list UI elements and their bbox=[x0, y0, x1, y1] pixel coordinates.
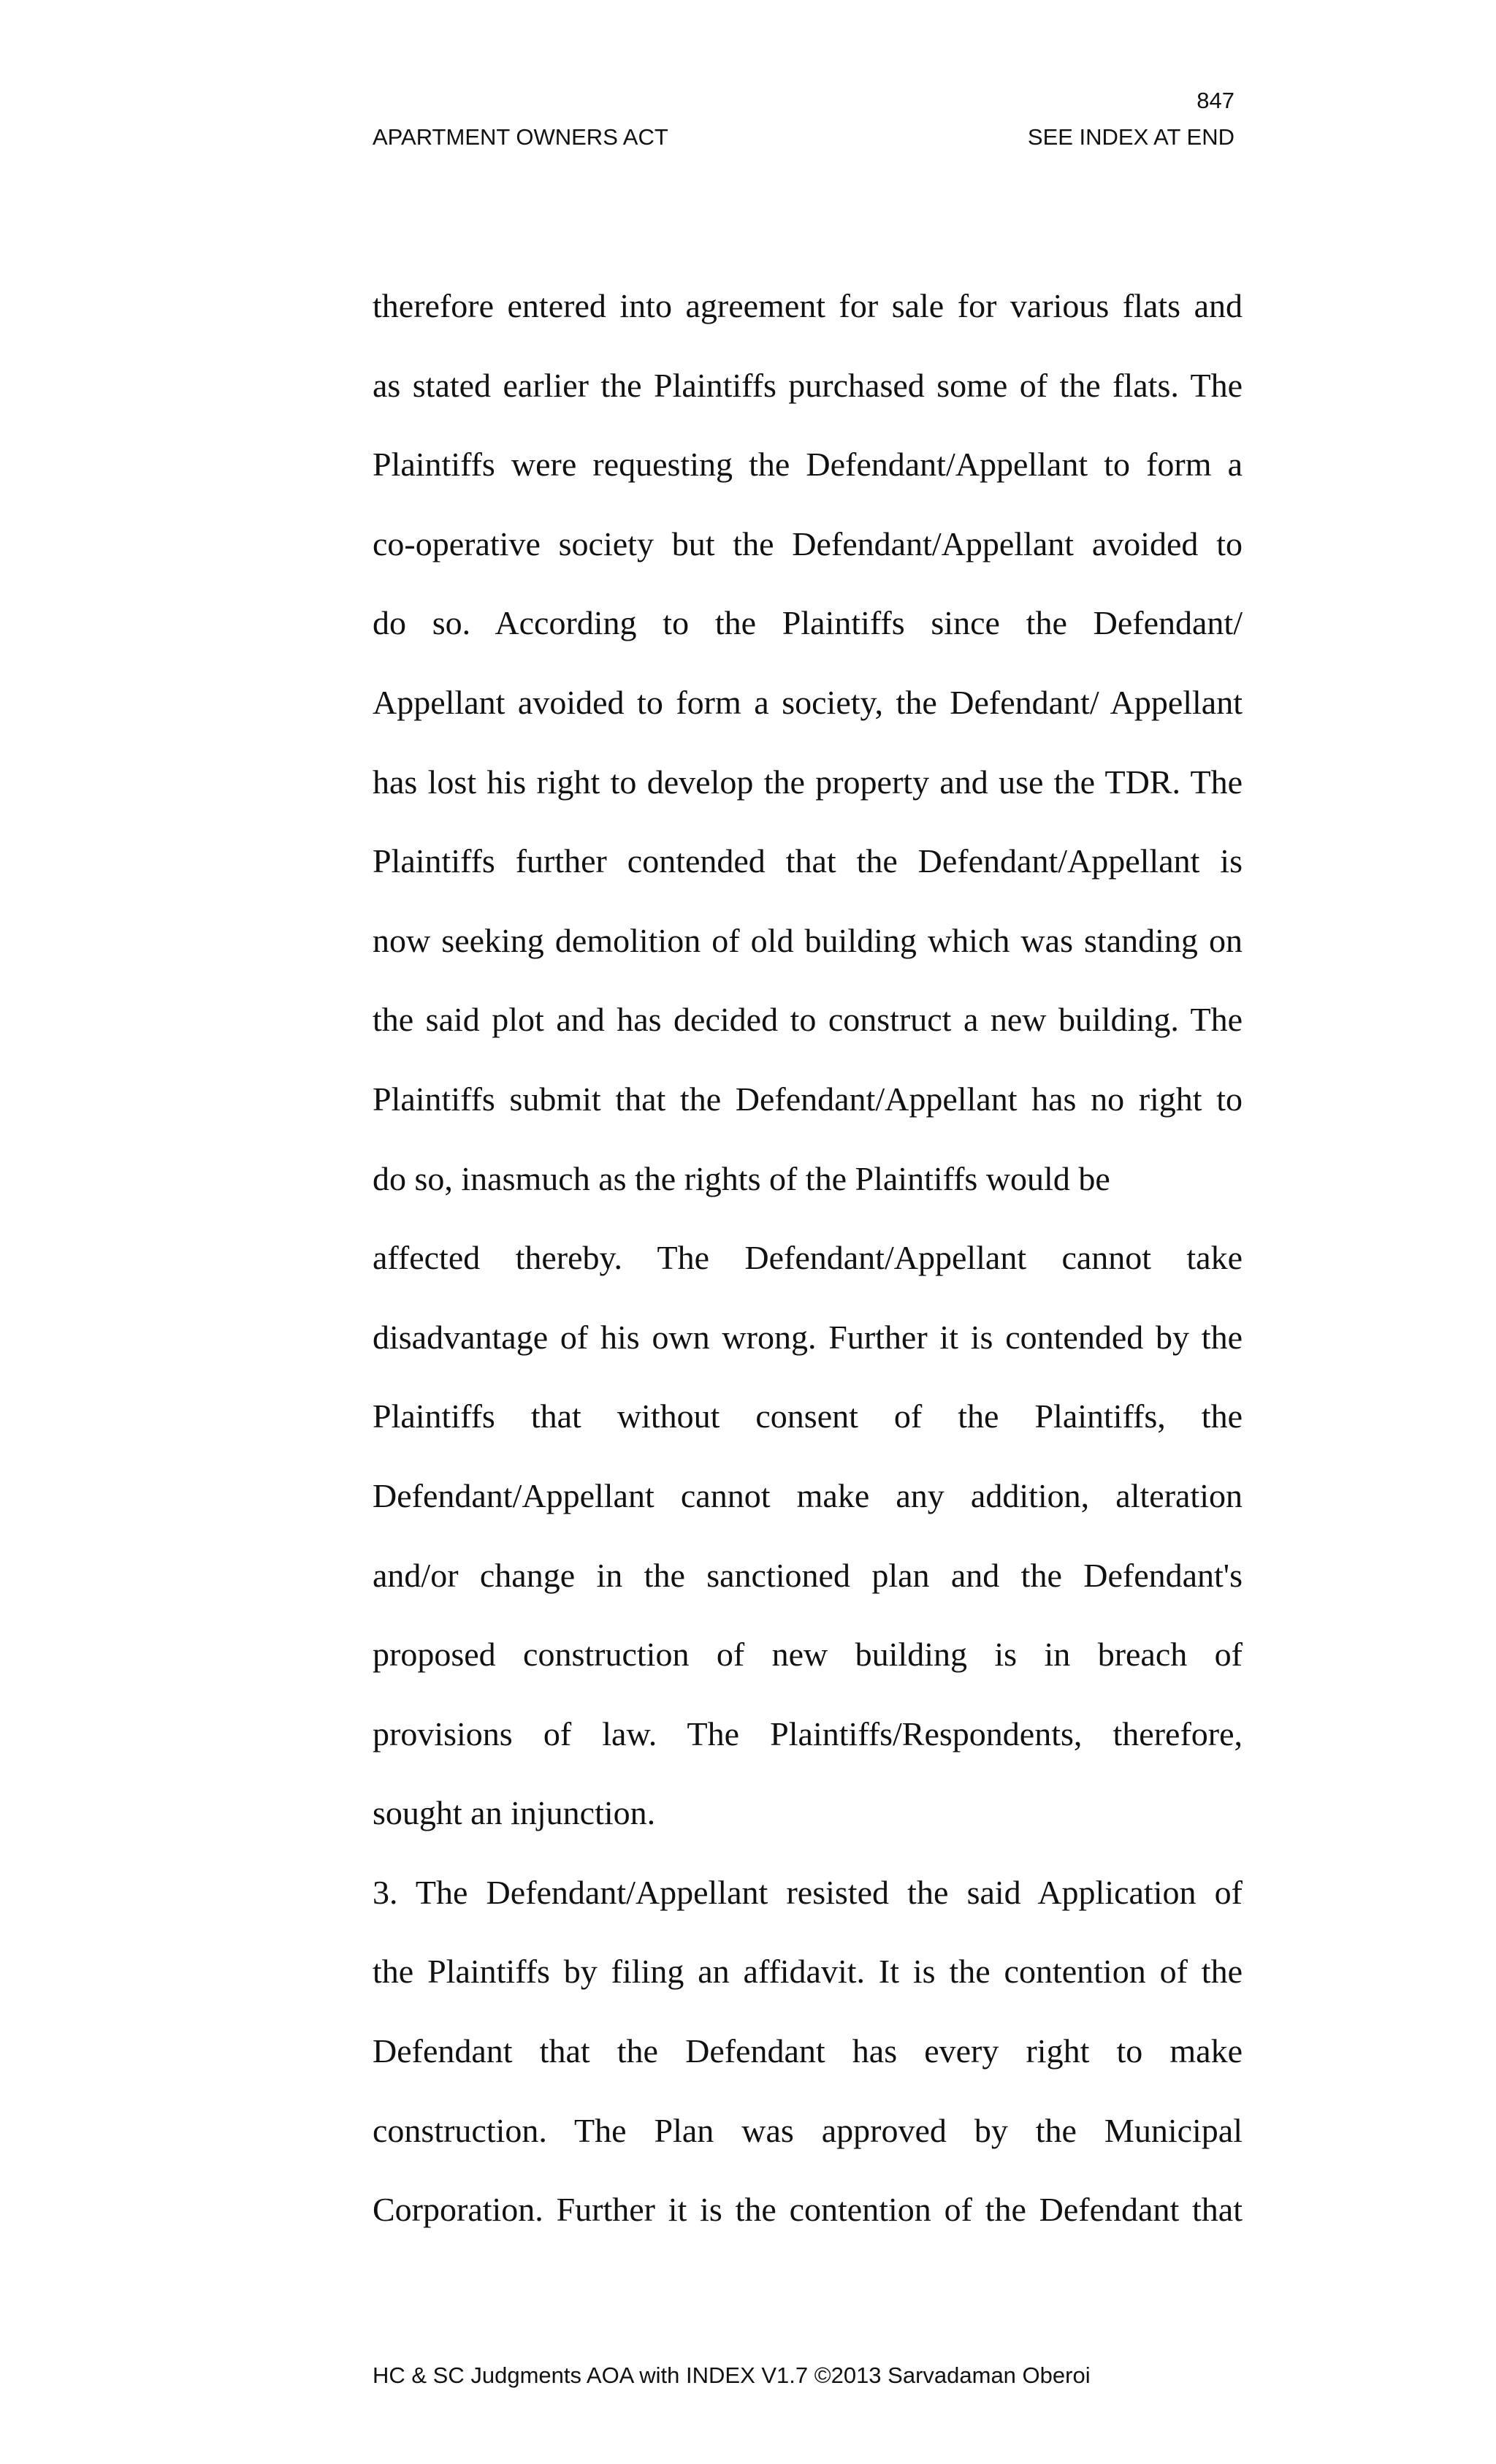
text-line: do so. According to the Plaintiffs since the Defendant/ bbox=[373, 604, 1243, 642]
header-title: APARTMENT OWNERS ACT bbox=[373, 124, 668, 150]
text-line: provisions of law. The Plaintiffs/Respondents, therefore, bbox=[373, 1714, 1243, 1752]
text-line: Appellant avoided to form a society, the Defendant/ Appellant bbox=[373, 683, 1243, 721]
header-index-note: SEE INDEX AT END bbox=[1027, 124, 1234, 150]
text-line: now seeking demolition of old building which was standing on bbox=[373, 921, 1243, 959]
text-line: construction. The Plan was approved by the Municipal bbox=[373, 2111, 1243, 2149]
text-line: the said plot and has decided to construct a new building. The bbox=[373, 1001, 1243, 1039]
footer-copyright: HC & SC Judgments AOA with INDEX V1.7 ©2013 Sarvadaman Oberoi bbox=[373, 2362, 1091, 2388]
text-line: the Plaintiffs by filing an affidavit. It is the contention of the bbox=[373, 1953, 1243, 1991]
text-line: has lost his right to develop the property and use the TDR. The bbox=[373, 763, 1243, 801]
text-line: affected thereby. The Defendant/Appellant cannot take bbox=[373, 1239, 1243, 1277]
text-line: co-operative society but the Defendant/Appellant avoided to bbox=[373, 525, 1243, 562]
text-line: and/or change in the sanctioned plan and the Defendant's bbox=[373, 1556, 1243, 1594]
page-number: 847 bbox=[1197, 88, 1234, 113]
text-line: Plaintiffs further contended that the Defendant/Appellant is bbox=[373, 842, 1243, 880]
text-line: 3. The Defendant/Appellant resisted the said Application of bbox=[373, 1873, 1243, 1911]
text-line: as stated earlier the Plaintiffs purchased some of the flats. The bbox=[373, 366, 1243, 404]
text-line: therefore entered into agreement for sale for various flats and bbox=[373, 287, 1243, 324]
text-line: sought an injunction. bbox=[373, 1794, 656, 1832]
text-line: Plaintiffs that without consent of the Plaintiffs, the bbox=[373, 1397, 1243, 1435]
text-line: disadvantage of his own wrong. Further it is contended by the bbox=[373, 1318, 1243, 1356]
text-line: Defendant that the Defendant has every right to make bbox=[373, 2032, 1243, 2070]
text-line: Plaintiffs submit that the Defendant/Appellant has no right to bbox=[373, 1080, 1243, 1118]
document-body bbox=[373, 267, 1243, 2250]
text-line: Defendant/Appellant cannot make any addition, alteration bbox=[373, 1476, 1243, 1514]
text-line: Corporation. Further it is the contention of the Defendant that bbox=[373, 2191, 1243, 2229]
text-line: do so, inasmuch as the rights of the Plaintiffs would be bbox=[373, 1159, 1110, 1197]
text-line: proposed construction of new building is in breach of bbox=[373, 1636, 1243, 1674]
text-line: Plaintiffs were requesting the Defendant/Appellant to form a bbox=[373, 446, 1243, 484]
